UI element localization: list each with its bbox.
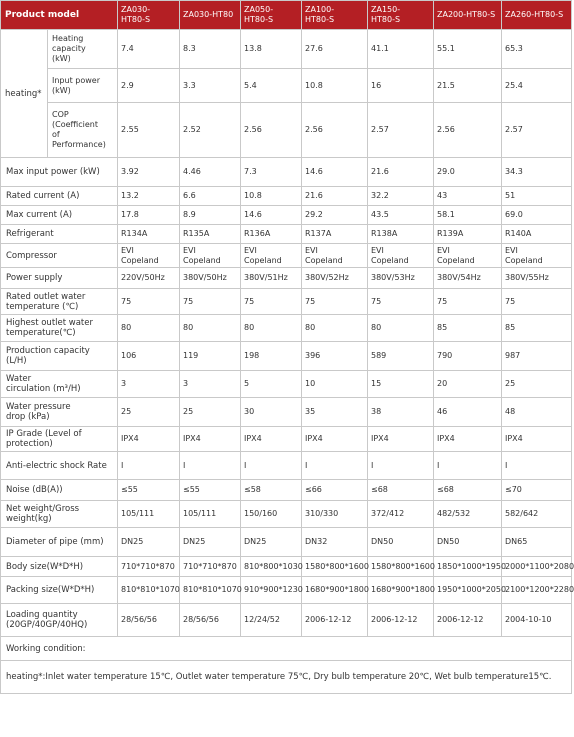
spec-value-cell: 48 xyxy=(502,398,572,427)
spec-value-cell: R137A xyxy=(302,225,368,244)
heating-note-row xyxy=(1,661,572,694)
spec-value-cell: 582/642 xyxy=(502,501,572,528)
spec-value-cell: EVI Copeland xyxy=(118,244,180,268)
spec-value-cell: 380V/53Hz xyxy=(368,268,434,289)
spec-value-cell: 21.5 xyxy=(434,69,502,103)
model-header: ZA150- HT80-S xyxy=(368,1,434,30)
spec-value-cell: 1680*900*1800 xyxy=(302,577,368,604)
spec-row-label: Max current (A) xyxy=(1,206,118,225)
spec-value-cell: 12/24/52 xyxy=(241,604,302,637)
spec-row xyxy=(1,501,572,528)
spec-value-cell: 85 xyxy=(434,315,502,342)
spec-row xyxy=(1,289,572,315)
spec-value-cell: 105/111 xyxy=(180,501,241,528)
heating-row-label: COP (Coefficient of Performance) xyxy=(48,103,118,158)
spec-value-cell: 30 xyxy=(241,398,302,427)
spec-row-label: Anti-electric shock Rate xyxy=(1,452,118,480)
spec-value-cell: ≤66 xyxy=(302,480,368,501)
spec-value-cell: 80 xyxy=(302,315,368,342)
spec-value-cell: 2.52 xyxy=(180,103,241,158)
spec-row-label: Compressor xyxy=(1,244,118,268)
spec-value-cell: EVI Copeland xyxy=(502,244,572,268)
spec-value-cell: 810*810*1070 xyxy=(118,577,180,604)
spec-row xyxy=(1,315,572,342)
spec-row-label: Water pressure drop (kPa) xyxy=(1,398,118,427)
spec-value-cell: 58.1 xyxy=(434,206,502,225)
spec-value-cell: 1950*1000*2050 xyxy=(434,577,502,604)
spec-value-cell: 987 xyxy=(502,342,572,371)
spec-row xyxy=(1,225,572,244)
working-condition-row xyxy=(1,637,572,661)
spec-value-cell: 2006-12-12 xyxy=(302,604,368,637)
spec-value-cell: 396 xyxy=(302,342,368,371)
spec-value-cell: 910*900*1230 xyxy=(241,577,302,604)
spec-value-cell: R135A xyxy=(180,225,241,244)
spec-value-cell: 2.56 xyxy=(302,103,368,158)
spec-value-cell: ≤68 xyxy=(434,480,502,501)
spec-value-cell: 80 xyxy=(241,315,302,342)
spec-value-cell: 1850*1000*1950 xyxy=(434,557,502,577)
spec-value-cell: EVI Copeland xyxy=(180,244,241,268)
spec-value-cell: 14.6 xyxy=(302,158,368,187)
model-header: ZA200-HT80-S xyxy=(434,1,502,30)
spec-value-cell: 25 xyxy=(180,398,241,427)
spec-value-cell: IPX4 xyxy=(368,427,434,452)
spec-value-cell: 810*810*1070 xyxy=(180,577,241,604)
heating-group-label: heating* xyxy=(1,30,48,158)
spec-value-cell: R140A xyxy=(502,225,572,244)
spec-value-cell: 380V/55Hz xyxy=(502,268,572,289)
spec-value-cell: R138A xyxy=(368,225,434,244)
spec-value-cell: DN32 xyxy=(302,528,368,557)
spec-value-cell: DN25 xyxy=(241,528,302,557)
spec-value-cell: I xyxy=(502,452,572,480)
spec-row xyxy=(1,557,572,577)
spec-value-cell: 75 xyxy=(180,289,241,315)
spec-row-label: Max input power (kW) xyxy=(1,158,118,187)
spec-value-cell: I xyxy=(368,452,434,480)
spec-value-cell: 589 xyxy=(368,342,434,371)
spec-value-cell: R134A xyxy=(118,225,180,244)
spec-value-cell: 710*710*870 xyxy=(118,557,180,577)
spec-value-cell: DN50 xyxy=(368,528,434,557)
spec-value-cell: IPX4 xyxy=(302,427,368,452)
spec-value-cell: 2006-12-12 xyxy=(368,604,434,637)
spec-value-cell: R139A xyxy=(434,225,502,244)
spec-value-cell: EVI Copeland xyxy=(434,244,502,268)
spec-row-label: IP Grade (Level of protection) xyxy=(1,427,118,452)
spec-value-cell: 16 xyxy=(368,69,434,103)
spec-value-cell: DN25 xyxy=(118,528,180,557)
spec-value-cell: 75 xyxy=(302,289,368,315)
spec-value-cell: 75 xyxy=(502,289,572,315)
spec-value-cell: 3.3 xyxy=(180,69,241,103)
spec-value-cell: 13.2 xyxy=(118,187,180,206)
spec-value-cell: 790 xyxy=(434,342,502,371)
spec-value-cell: 8.9 xyxy=(180,206,241,225)
spec-value-cell: I xyxy=(180,452,241,480)
spec-value-cell: IPX4 xyxy=(118,427,180,452)
spec-value-cell: 1580*800*1600 xyxy=(302,557,368,577)
spec-value-cell: 1680*900*1800 xyxy=(368,577,434,604)
heating-condition-note: heating*:Inlet water temperature 15℃, Outlet water temperature 75℃, Dry bulb temperature 20℃, Wet bulb temperature15℃. xyxy=(1,661,572,694)
spec-value-cell: 2.57 xyxy=(368,103,434,158)
spec-value-cell: 20 xyxy=(434,371,502,398)
spec-value-cell: 380V/54Hz xyxy=(434,268,502,289)
spec-row xyxy=(1,528,572,557)
spec-value-cell: 21.6 xyxy=(368,158,434,187)
spec-value-cell: 32.2 xyxy=(368,187,434,206)
heating-row xyxy=(1,103,572,158)
spec-value-cell: 17.8 xyxy=(118,206,180,225)
spec-value-cell: 2.57 xyxy=(502,103,572,158)
spec-value-cell: 8.3 xyxy=(180,30,241,69)
spec-value-cell: 310/330 xyxy=(302,501,368,528)
spec-row-label: Body size(W*D*H) xyxy=(1,557,118,577)
spec-value-cell: 25 xyxy=(118,398,180,427)
spec-value-cell: 46 xyxy=(434,398,502,427)
spec-row xyxy=(1,398,572,427)
spec-value-cell: 10.8 xyxy=(241,187,302,206)
spec-value-cell: ≤55 xyxy=(118,480,180,501)
spec-value-cell: IPX4 xyxy=(180,427,241,452)
spec-value-cell: 27.6 xyxy=(302,30,368,69)
spec-value-cell: 25.4 xyxy=(502,69,572,103)
spec-value-cell: 80 xyxy=(368,315,434,342)
spec-row xyxy=(1,268,572,289)
spec-value-cell: 119 xyxy=(180,342,241,371)
heating-row xyxy=(1,30,572,69)
spec-value-cell: IPX4 xyxy=(434,427,502,452)
spec-value-cell: ≤68 xyxy=(368,480,434,501)
spec-row xyxy=(1,371,572,398)
spec-value-cell: EVI Copeland xyxy=(302,244,368,268)
spec-value-cell: 3.92 xyxy=(118,158,180,187)
spec-value-cell: 710*710*870 xyxy=(180,557,241,577)
spec-row-label: Rated current (A) xyxy=(1,187,118,206)
spec-row xyxy=(1,158,572,187)
spec-value-cell: IPX4 xyxy=(502,427,572,452)
spec-value-cell: 65.3 xyxy=(502,30,572,69)
spec-value-cell: 198 xyxy=(241,342,302,371)
heating-row-label: Heating capacity (kW) xyxy=(48,30,118,69)
spec-row xyxy=(1,480,572,501)
working-condition-label: Working condition: xyxy=(1,637,572,661)
spec-row-label: Diameter of pipe (mm) xyxy=(1,528,118,557)
spec-value-cell: I xyxy=(118,452,180,480)
spec-value-cell: 7.3 xyxy=(241,158,302,187)
spec-value-cell: 2.56 xyxy=(241,103,302,158)
spec-value-cell: 3 xyxy=(118,371,180,398)
spec-value-cell: 220V/50Hz xyxy=(118,268,180,289)
spec-value-cell: 3 xyxy=(180,371,241,398)
spec-row-label: Highest outlet water temperature(℃) xyxy=(1,315,118,342)
spec-value-cell: 2006-12-12 xyxy=(434,604,502,637)
spec-value-cell: ≤58 xyxy=(241,480,302,501)
spec-value-cell: DN50 xyxy=(434,528,502,557)
spec-value-cell: 10.8 xyxy=(302,69,368,103)
spec-value-cell: 80 xyxy=(118,315,180,342)
spec-row xyxy=(1,577,572,604)
heating-row-label: Input power (kW) xyxy=(48,69,118,103)
spec-value-cell: 5 xyxy=(241,371,302,398)
spec-value-cell: IPX4 xyxy=(241,427,302,452)
spec-value-cell: 41.1 xyxy=(368,30,434,69)
spec-row-label: Water circulation (m³/H) xyxy=(1,371,118,398)
spec-row-label: Net weight/Gross weight(kg) xyxy=(1,501,118,528)
spec-value-cell: 4.46 xyxy=(180,158,241,187)
spec-value-cell: 810*800*1030 xyxy=(241,557,302,577)
spec-value-cell: 2100*1200*2280 xyxy=(502,577,572,604)
spec-value-cell: R136A xyxy=(241,225,302,244)
model-header: ZA030-HT80 xyxy=(180,1,241,30)
spec-value-cell: 150/160 xyxy=(241,501,302,528)
spec-value-cell: 29.0 xyxy=(434,158,502,187)
spec-value-cell: 43.5 xyxy=(368,206,434,225)
spec-value-cell: 15 xyxy=(368,371,434,398)
spec-value-cell: 380V/52Hz xyxy=(302,268,368,289)
spec-value-cell: 380V/51Hz xyxy=(241,268,302,289)
spec-value-cell: 28/56/56 xyxy=(118,604,180,637)
spec-value-cell: 51 xyxy=(502,187,572,206)
spec-row-label: Noise (dB(A)) xyxy=(1,480,118,501)
spec-row-label: Production capacity (L/H) xyxy=(1,342,118,371)
product-model-header: Product model xyxy=(1,1,118,30)
spec-value-cell: 35 xyxy=(302,398,368,427)
spec-value-cell: 29.2 xyxy=(302,206,368,225)
spec-value-cell: I xyxy=(434,452,502,480)
spec-value-cell: 21.6 xyxy=(302,187,368,206)
spec-value-cell: 482/532 xyxy=(434,501,502,528)
spec-value-cell: 2000*1100*2080 xyxy=(502,557,572,577)
spec-value-cell: 5.4 xyxy=(241,69,302,103)
spec-row xyxy=(1,427,572,452)
header-row xyxy=(1,1,572,30)
spec-value-cell: 105/111 xyxy=(118,501,180,528)
spec-value-cell: ≤70 xyxy=(502,480,572,501)
spec-value-cell: 2.56 xyxy=(434,103,502,158)
spec-value-cell: 38 xyxy=(368,398,434,427)
spec-value-cell: ≤55 xyxy=(180,480,241,501)
spec-row xyxy=(1,452,572,480)
model-header: ZA050- HT80-S xyxy=(241,1,302,30)
heating-row xyxy=(1,69,572,103)
spec-row-label: Power supply xyxy=(1,268,118,289)
spec-row xyxy=(1,342,572,371)
spec-value-cell: 372/412 xyxy=(368,501,434,528)
spec-value-cell: DN65 xyxy=(502,528,572,557)
spec-row xyxy=(1,206,572,225)
spec-value-cell: I xyxy=(241,452,302,480)
spec-row xyxy=(1,244,572,268)
spec-value-cell: 69.0 xyxy=(502,206,572,225)
spec-value-cell: 13.8 xyxy=(241,30,302,69)
spec-value-cell: 106 xyxy=(118,342,180,371)
spec-value-cell: 2.9 xyxy=(118,69,180,103)
spec-value-cell: 85 xyxy=(502,315,572,342)
spec-value-cell: 6.6 xyxy=(180,187,241,206)
spec-value-cell: 80 xyxy=(180,315,241,342)
spec-value-cell: 2.55 xyxy=(118,103,180,158)
spec-row-label: Loading quantity (20GP/40GP/40HQ) xyxy=(1,604,118,637)
spec-value-cell: 75 xyxy=(118,289,180,315)
spec-row-label: Rated outlet water temperature (℃) xyxy=(1,289,118,315)
spec-value-cell: 75 xyxy=(241,289,302,315)
spec-value-cell: EVI Copeland xyxy=(241,244,302,268)
spec-row-label: Packing size(W*D*H) xyxy=(1,577,118,604)
spec-value-cell: 2004-10-10 xyxy=(502,604,572,637)
spec-value-cell: 380V/50Hz xyxy=(180,268,241,289)
spec-value-cell: 7.4 xyxy=(118,30,180,69)
spec-value-cell: 75 xyxy=(434,289,502,315)
model-header: ZA100- HT80-S xyxy=(302,1,368,30)
spec-value-cell: 55.1 xyxy=(434,30,502,69)
spec-value-cell: DN25 xyxy=(180,528,241,557)
model-header: ZA030- HT80-S xyxy=(118,1,180,30)
spec-value-cell: 1580*800*1600 xyxy=(368,557,434,577)
spec-value-cell: EVI Copeland xyxy=(368,244,434,268)
spec-row xyxy=(1,604,572,637)
spec-value-cell: I xyxy=(302,452,368,480)
spec-value-cell: 75 xyxy=(368,289,434,315)
spec-value-cell: 25 xyxy=(502,371,572,398)
spec-value-cell: 34.3 xyxy=(502,158,572,187)
spec-value-cell: 43 xyxy=(434,187,502,206)
spec-value-cell: 28/56/56 xyxy=(180,604,241,637)
spec-row xyxy=(1,187,572,206)
spec-row-label: Refrigerant xyxy=(1,225,118,244)
spec-value-cell: 10 xyxy=(302,371,368,398)
spec-value-cell: 14.6 xyxy=(241,206,302,225)
model-header: ZA260-HT80-S xyxy=(502,1,572,30)
